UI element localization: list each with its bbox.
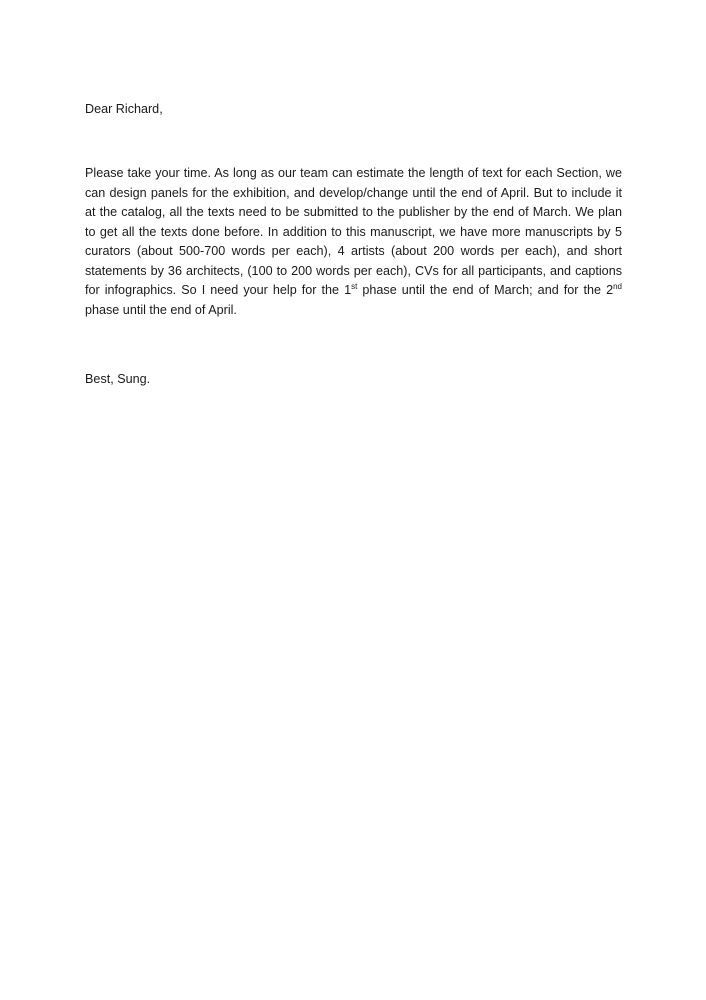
salutation: Dear Richard, bbox=[85, 102, 163, 116]
body-text-part-2: phase until the end of March; and for the 2 bbox=[357, 283, 614, 297]
body-text-part-3: phase until the end of April. bbox=[85, 302, 237, 317]
signoff: Best, Sung. bbox=[85, 372, 151, 386]
ordinal-suffix-second: nd bbox=[613, 282, 622, 291]
letter-body bbox=[85, 164, 622, 320]
ordinal-suffix-first: st bbox=[351, 282, 358, 291]
body-text-part-1: Please take your time. As long as our team can estimate the length of text for each Section, we can design panels for the exhibition, and develop/change until the end of April. But to include it at the catalog, all the texts need to be submitted to the publisher by the end of March. We plan to get all the texts done before. In addition to this manuscript, we have more manuscripts by 5 curators (about 500-700 words per each), 4 artists (about 200 words per each), and short statements by 36 architects, (100 to 200 words per each), CVs for all participants, and captions for infographics. So I need your help for the 1 bbox=[85, 166, 622, 297]
